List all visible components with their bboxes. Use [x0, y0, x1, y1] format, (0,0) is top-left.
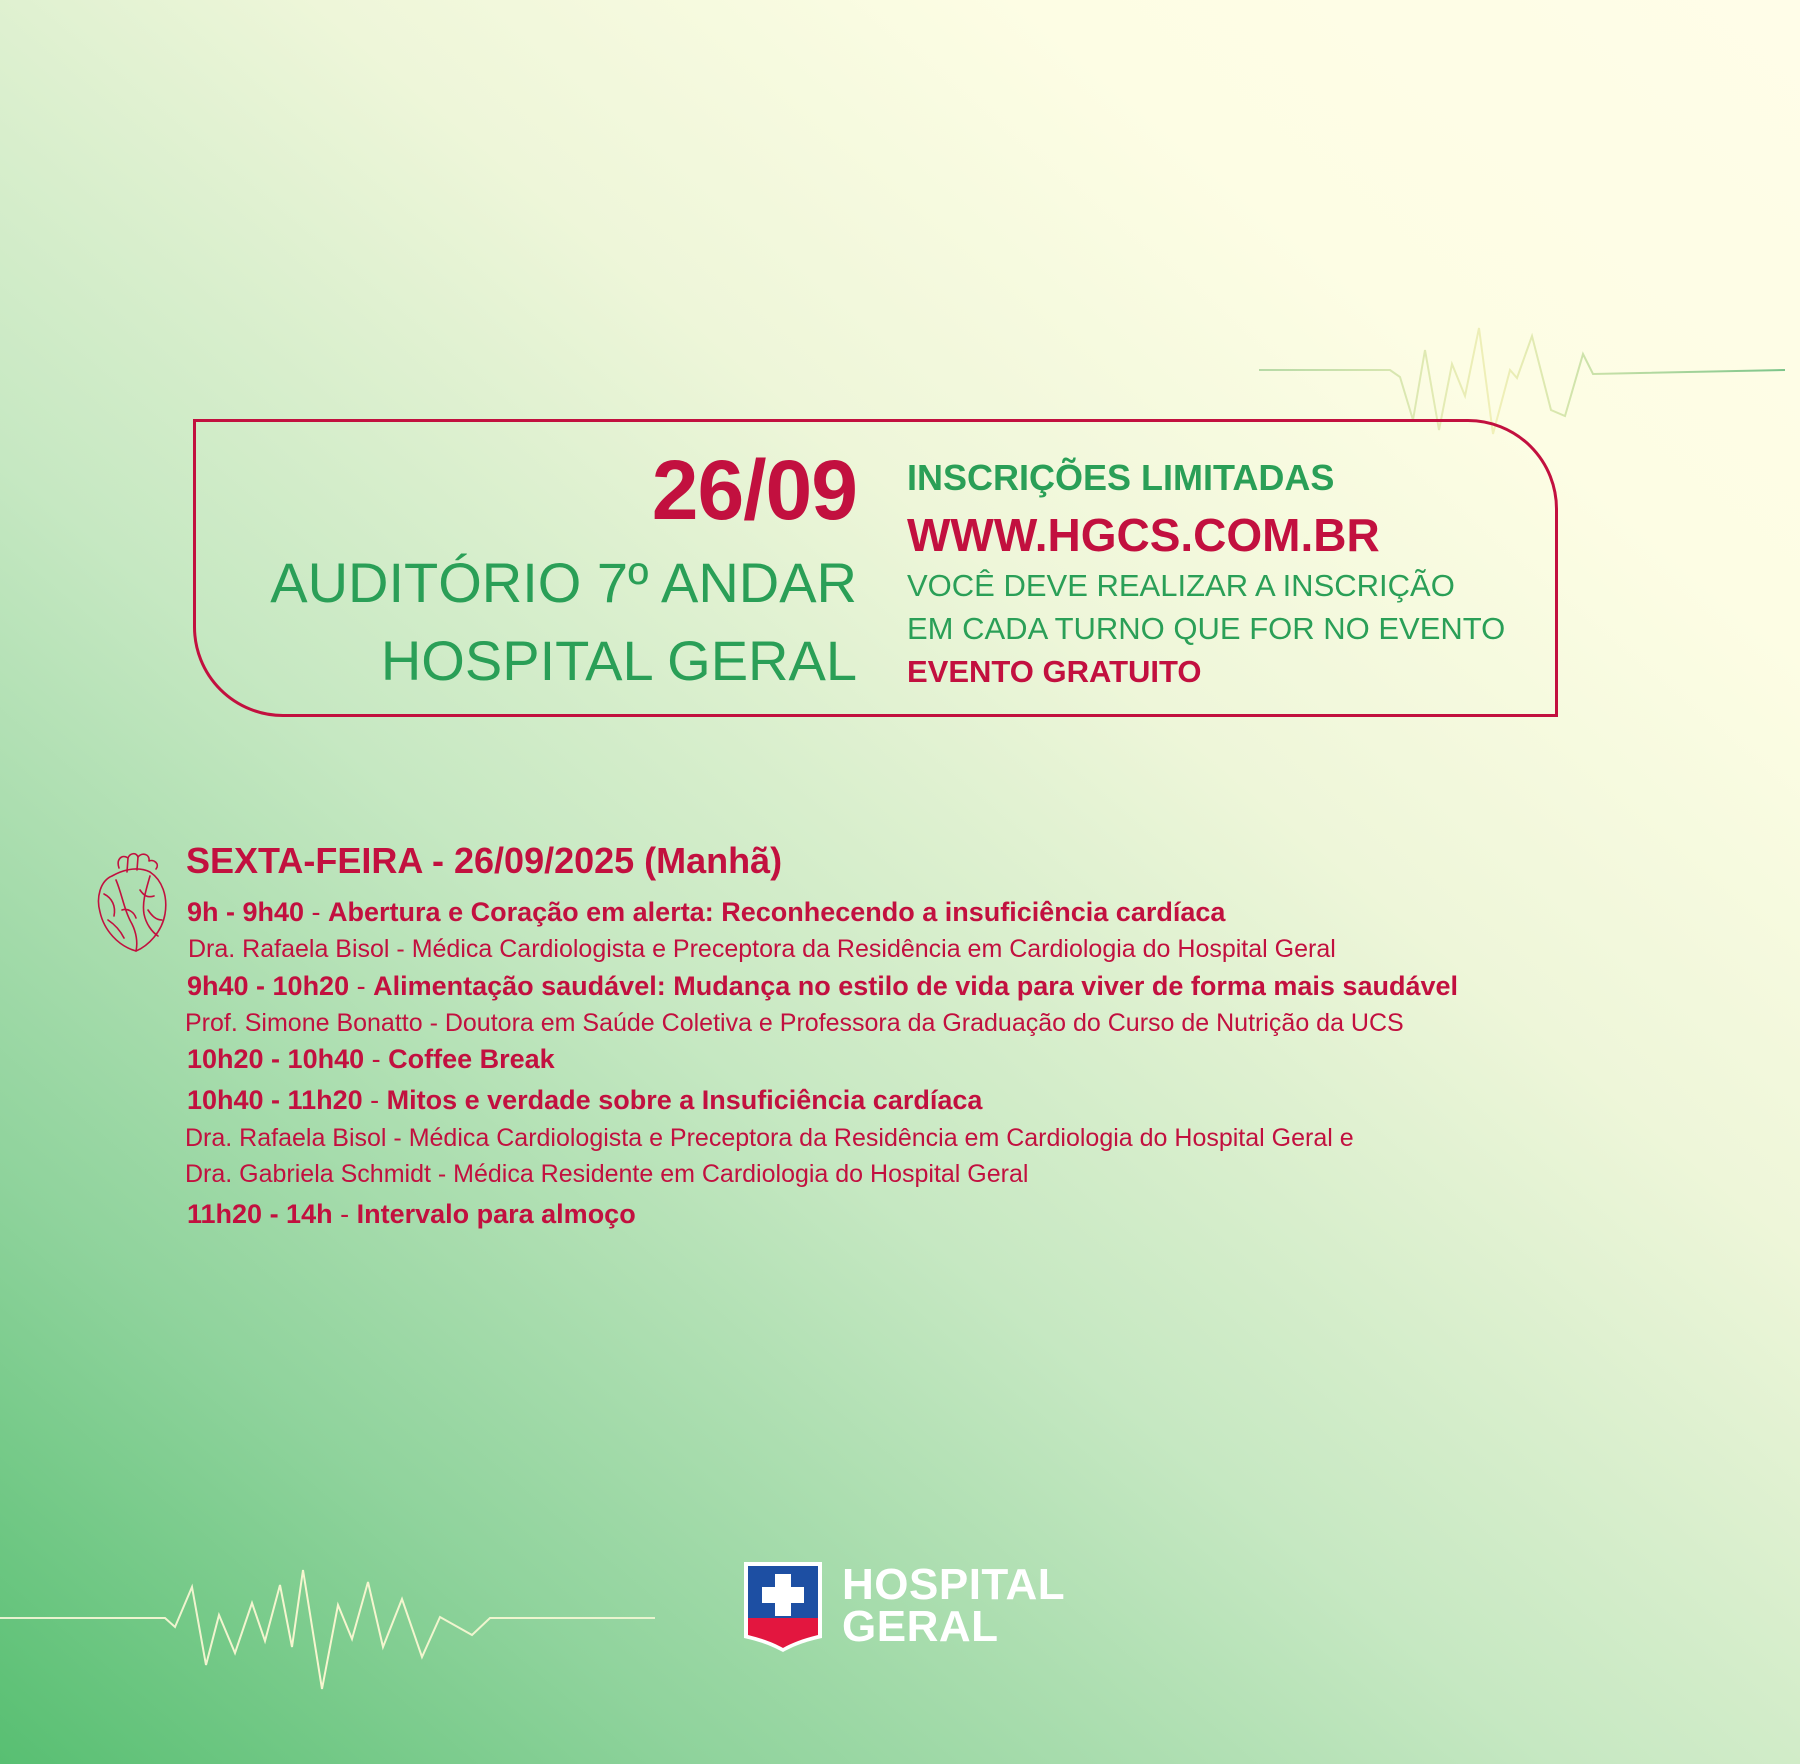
registration-note-line-2: EM CADA TURNO QUE FOR NO EVENTO	[907, 611, 1506, 646]
registration-note-line-1: VOCÊ DEVE REALIZAR A INSCRIÇÃO	[907, 568, 1455, 603]
schedule-item: 10h20 - 10h40 - Coffee Break	[187, 1044, 555, 1074]
schedule-speaker: Prof. Simone Bonatto - Doutora em Saúde Coletiva e Professora da Graduação do Curso de Nutrição da UCS	[185, 1009, 1404, 1037]
heartbeat-line-icon	[0, 1555, 660, 1705]
schedule-title: Abertura e Coração em alerta: Reconhecendo a insuficiência cardíaca	[328, 897, 1226, 927]
hospital-geral-logo	[742, 1560, 1092, 1656]
schedule-title: Coffee Break	[388, 1044, 555, 1074]
schedule-speaker: Dra. Rafaela Bisol - Médica Cardiologista e Preceptora da Residência em Cardiologia do Hospital Geral	[188, 935, 1336, 963]
schedule-item: 9h40 - 10h20 - Alimentação saudável: Mudança no estilo de vida para viver de forma mais saudável	[187, 971, 1458, 1001]
event-date: 26/09	[651, 443, 857, 537]
schedule-time: 10h40 - 11h20	[187, 1085, 363, 1115]
schedule-item: 10h40 - 11h20 - Mitos e verdade sobre a Insuficiência cardíaca	[187, 1085, 983, 1115]
schedule-title: Intervalo para almoço	[356, 1199, 636, 1229]
schedule-speaker: Dra. Gabriela Schmidt - Médica Residente em Cardiologia do Hospital Geral	[185, 1160, 1029, 1188]
schedule-item: 9h - 9h40 - Abertura e Coração em alerta: Reconhecendo a insuficiência cardíaca	[187, 897, 1226, 927]
hospital-cross-icon	[742, 1560, 824, 1654]
registration-limited-label: INSCRIÇÕES LIMITADAS	[907, 457, 1335, 498]
free-event-label: EVENTO GRATUITO	[907, 654, 1202, 689]
schedule-time: 9h40 - 10h20	[187, 971, 350, 1001]
venue-line-2: HOSPITAL GERAL	[380, 629, 857, 692]
logo-wordmark: HOSPITAL GERAL	[842, 1560, 1066, 1651]
schedule-item: 11h20 - 14h - Intervalo para almoço	[187, 1199, 636, 1229]
schedule-time: 10h20 - 10h40	[187, 1044, 365, 1074]
website-link[interactable]: WWW.HGCS.COM.BR	[907, 509, 1380, 561]
schedule-title: Mitos e verdade sobre a Insuficiência cardíaca	[386, 1085, 983, 1115]
venue-line-1: AUDITÓRIO 7º ANDAR	[270, 551, 857, 614]
heart-icon	[92, 850, 170, 954]
schedule-title: Alimentação saudável: Mudança no estilo de vida para viver de forma mais saudável	[373, 971, 1458, 1001]
schedule-day-title: SEXTA-FEIRA - 26/09/2025 (Manhã)	[186, 840, 783, 881]
schedule-time: 9h - 9h40	[187, 897, 305, 927]
schedule-time: 11h20 - 14h	[187, 1199, 333, 1229]
schedule-speaker: Dra. Rafaela Bisol - Médica Cardiologista e Preceptora da Residência em Cardiologia do Hospital Geral e	[185, 1124, 1354, 1152]
